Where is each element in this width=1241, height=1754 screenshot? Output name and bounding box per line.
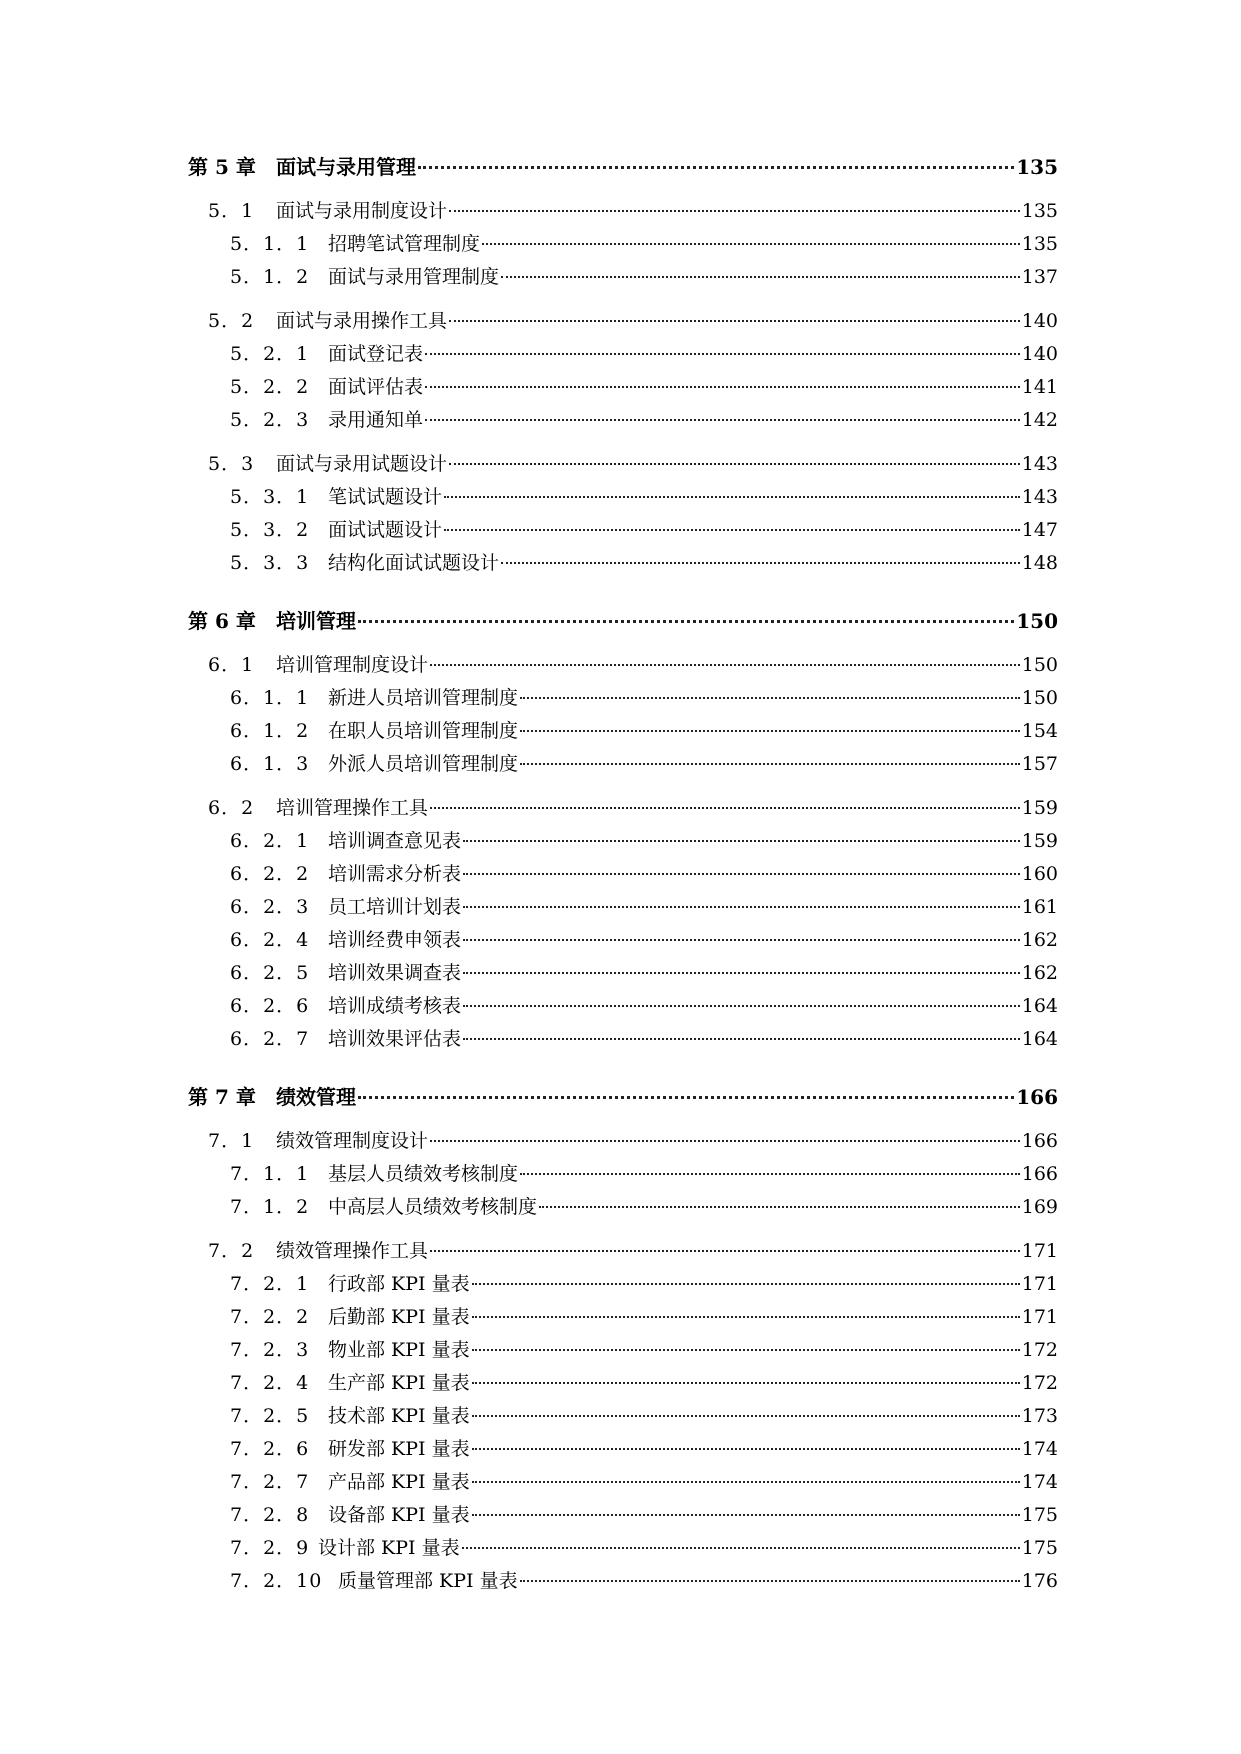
toc-dot-leader: [463, 972, 1020, 974]
toc-entry-title: 培训效果评估表: [328, 1028, 462, 1050]
toc-entry-page-number: 141: [1021, 376, 1058, 398]
toc-list: [188, 150, 1058, 1598]
toc-entry-number: 5．3．1: [230, 486, 310, 508]
toc-entry-page-number: 135: [1021, 233, 1058, 255]
toc-entry-page-number: 150: [1016, 609, 1058, 633]
toc-dot-leader: [539, 1206, 1020, 1208]
toc-dot-leader: [358, 1096, 1014, 1099]
toc-entry-number: 5．3: [208, 453, 255, 475]
toc-entry-number: 7．2．5: [230, 1405, 310, 1427]
table-of-contents: [188, 150, 1058, 1598]
toc-entry-title: 绩效管理制度设计: [276, 1130, 429, 1152]
toc-entry-page-number: 172: [1021, 1339, 1058, 1361]
toc-entry-title: 基层人员绩效考核制度: [328, 1163, 519, 1185]
toc-entry-number: 7．2．7: [230, 1471, 310, 1493]
toc-subsection-entry[interactable]: [188, 1301, 1058, 1334]
toc-entry-title: 产品部 KPI 量表: [328, 1471, 470, 1493]
toc-entry-number: 7．2．2: [230, 1306, 310, 1328]
toc-entry-title: 培训效果调查表: [328, 962, 462, 984]
toc-dot-leader: [462, 1547, 1020, 1549]
toc-subsection-entry[interactable]: [188, 1499, 1058, 1532]
toc-dot-leader: [449, 463, 1020, 465]
toc-entry-number: 6．2．4: [230, 929, 310, 951]
toc-entry-page-number: 161: [1021, 896, 1058, 918]
toc-entry-number: 7．2．3: [230, 1339, 310, 1361]
toc-entry-page-number: 157: [1021, 753, 1058, 775]
toc-dot-leader: [430, 807, 1020, 809]
toc-entry-page-number: 169: [1021, 1196, 1058, 1218]
toc-entry-page-number: 174: [1021, 1471, 1058, 1493]
toc-entry-page-number: 160: [1021, 863, 1058, 885]
toc-entry-page-number: 166: [1021, 1163, 1058, 1185]
toc-subsection-entry[interactable]: [188, 825, 1058, 858]
toc-entry-number: 7．1．2: [230, 1196, 310, 1218]
toc-dot-leader: [520, 730, 1020, 732]
toc-entry-title: 培训调查意见表: [328, 830, 462, 852]
toc-section-entry[interactable]: [188, 448, 1058, 481]
toc-subsection-entry[interactable]: [188, 1400, 1058, 1433]
toc-entry-page-number: 147: [1021, 519, 1058, 541]
toc-entry-title: 面试与录用管理: [276, 155, 416, 179]
toc-entry-page-number: 171: [1021, 1306, 1058, 1328]
toc-dot-leader: [418, 166, 1014, 169]
toc-entry-title: 技术部 KPI 量表: [328, 1405, 470, 1427]
toc-entry-number: 5．2．2: [230, 376, 310, 398]
toc-entry-title: 设计部 KPI 量表: [318, 1537, 460, 1559]
toc-dot-leader: [472, 1382, 1020, 1384]
toc-entry-page-number: 172: [1021, 1372, 1058, 1394]
toc-entry-title: 结构化面试试题设计: [328, 552, 500, 574]
toc-subsection-entry[interactable]: [188, 748, 1058, 781]
toc-dot-leader: [425, 353, 1020, 355]
toc-entry-page-number: 166: [1016, 1085, 1058, 1109]
toc-entry-page-number: 137: [1021, 266, 1058, 288]
toc-entry-page-number: 150: [1021, 654, 1058, 676]
toc-subsection-entry[interactable]: [188, 715, 1058, 748]
toc-entry-number: 5．1．2: [230, 266, 310, 288]
toc-entry-title: 培训管理: [276, 609, 356, 633]
toc-entry-number: 第 7 章: [188, 1085, 256, 1109]
toc-dot-leader: [449, 210, 1020, 212]
toc-entry-title: 生产部 KPI 量表: [328, 1372, 470, 1394]
toc-dot-leader: [472, 1448, 1020, 1450]
toc-subsection-entry[interactable]: [188, 990, 1058, 1023]
toc-entry-title: 行政部 KPI 量表: [328, 1273, 470, 1295]
toc-entry-title: 研发部 KPI 量表: [328, 1438, 470, 1460]
toc-subsection-entry[interactable]: [188, 957, 1058, 990]
toc-entry-number: 5．1: [208, 200, 255, 222]
toc-dot-leader: [463, 840, 1020, 842]
toc-entry-page-number: 135: [1021, 200, 1058, 222]
toc-entry-title: 培训管理制度设计: [276, 654, 429, 676]
toc-entry-number: 6．2．5: [230, 962, 310, 984]
toc-dot-leader: [520, 1173, 1020, 1175]
toc-entry-title: 面试与录用试题设计: [276, 453, 448, 475]
toc-dot-leader: [472, 1514, 1020, 1516]
toc-entry-title: 面试登记表: [328, 343, 424, 365]
toc-dot-leader: [463, 906, 1020, 908]
toc-dot-leader: [520, 697, 1020, 699]
toc-entry-page-number: 175: [1021, 1504, 1058, 1526]
toc-dot-leader: [444, 529, 1020, 531]
toc-section-entry[interactable]: [188, 1125, 1058, 1158]
toc-subsection-entry[interactable]: [188, 261, 1058, 294]
toc-dot-leader: [472, 1349, 1020, 1351]
toc-entry-title: 面试试题设计: [328, 519, 443, 541]
toc-dot-leader: [472, 1283, 1020, 1285]
toc-subsection-entry[interactable]: [188, 1268, 1058, 1301]
toc-dot-leader: [430, 1250, 1020, 1252]
toc-dot-leader: [430, 664, 1020, 666]
toc-dot-leader: [472, 1316, 1020, 1318]
toc-entry-title: 质量管理部 KPI 量表: [338, 1570, 518, 1592]
toc-entry-page-number: 171: [1021, 1240, 1058, 1262]
toc-dot-leader: [472, 1481, 1020, 1483]
toc-entry-title: 培训成绩考核表: [328, 995, 462, 1017]
toc-entry-number: 7．2．1: [230, 1273, 310, 1295]
toc-entry-page-number: 164: [1021, 1028, 1058, 1050]
toc-entry-page-number: 159: [1021, 797, 1058, 819]
toc-entry-number: 5．2: [208, 310, 255, 332]
toc-entry-number: 5．3．3: [230, 552, 310, 574]
toc-entry-number: 6．1．1: [230, 687, 310, 709]
toc-entry-page-number: 148: [1021, 552, 1058, 574]
toc-dot-leader: [463, 1038, 1020, 1040]
toc-subsection-entry[interactable]: [188, 924, 1058, 957]
toc-entry-title: 绩效管理: [276, 1085, 356, 1109]
toc-entry-number: 5．1．1: [230, 233, 310, 255]
toc-entry-title: 录用通知单: [328, 409, 424, 431]
toc-entry-number: 5．2．3: [230, 409, 310, 431]
toc-chapter-entry[interactable]: [188, 1080, 1058, 1114]
toc-entry-title: 面试与录用操作工具: [276, 310, 448, 332]
toc-subsection-entry[interactable]: [188, 371, 1058, 404]
toc-section-entry[interactable]: [188, 1235, 1058, 1268]
toc-entry-number: 5．3．2: [230, 519, 310, 541]
toc-entry-title: 面试与录用管理制度: [328, 266, 500, 288]
toc-entry-title: 培训经费申领表: [328, 929, 462, 951]
toc-entry-number: 5．2．1: [230, 343, 310, 365]
toc-entry-title: 招聘笔试管理制度: [328, 233, 481, 255]
toc-dot-leader: [425, 386, 1020, 388]
toc-entry-title: 新进人员培训管理制度: [328, 687, 519, 709]
toc-entry-number: 7．1: [208, 1130, 255, 1152]
toc-entry-page-number: 159: [1021, 830, 1058, 852]
toc-subsection-entry[interactable]: [188, 338, 1058, 371]
toc-section-entry[interactable]: [188, 305, 1058, 338]
toc-chapter-entry[interactable]: [188, 604, 1058, 638]
toc-dot-leader: [425, 419, 1020, 421]
toc-section-entry[interactable]: [188, 195, 1058, 228]
toc-dot-leader: [449, 320, 1020, 322]
toc-entry-title: 外派人员培训管理制度: [328, 753, 519, 775]
toc-subsection-entry[interactable]: [188, 1334, 1058, 1367]
toc-entry-number: 6．2．1: [230, 830, 310, 852]
toc-entry-number: 7．2．8: [230, 1504, 310, 1526]
toc-entry-number: 6．2．3: [230, 896, 310, 918]
toc-entry-page-number: 173: [1021, 1405, 1058, 1427]
toc-entry-page-number: 176: [1021, 1570, 1058, 1592]
toc-entry-number: 7．2: [208, 1240, 255, 1262]
toc-entry-number: 7．2．9: [230, 1537, 310, 1559]
toc-entry-page-number: 143: [1021, 486, 1058, 508]
toc-entry-number: 6．1: [208, 654, 255, 676]
toc-entry-number: 第 6 章: [188, 609, 256, 633]
toc-entry-number: 7．2．6: [230, 1438, 310, 1460]
toc-dot-leader: [463, 1005, 1020, 1007]
toc-subsection-entry[interactable]: [188, 1532, 1058, 1565]
toc-entry-number: 7．2．10: [230, 1570, 323, 1592]
toc-entry-page-number: 142: [1021, 409, 1058, 431]
toc-entry-title: 在职人员培训管理制度: [328, 720, 519, 742]
toc-entry-page-number: 143: [1021, 453, 1058, 475]
toc-entry-number: 7．2．4: [230, 1372, 310, 1394]
toc-entry-page-number: 171: [1021, 1273, 1058, 1295]
toc-dot-leader: [501, 562, 1020, 564]
toc-entry-page-number: 162: [1021, 929, 1058, 951]
toc-entry-number: 6．1．3: [230, 753, 310, 775]
toc-entry-number: 6．1．2: [230, 720, 310, 742]
toc-chapter-entry[interactable]: [188, 150, 1058, 184]
toc-entry-number: 7．1．1: [230, 1163, 310, 1185]
toc-subsection-entry[interactable]: [188, 858, 1058, 891]
toc-subsection-entry[interactable]: [188, 481, 1058, 514]
toc-subsection-entry[interactable]: [188, 547, 1058, 580]
toc-subsection-entry[interactable]: [188, 1565, 1058, 1598]
toc-entry-page-number: 175: [1021, 1537, 1058, 1559]
toc-subsection-entry[interactable]: [188, 228, 1058, 261]
toc-subsection-entry[interactable]: [188, 404, 1058, 437]
toc-section-entry[interactable]: [188, 649, 1058, 682]
toc-entry-page-number: 150: [1021, 687, 1058, 709]
toc-entry-title: 培训管理操作工具: [276, 797, 429, 819]
toc-dot-leader: [444, 496, 1020, 498]
toc-entry-page-number: 174: [1021, 1438, 1058, 1460]
toc-entry-title: 设备部 KPI 量表: [328, 1504, 470, 1526]
toc-subsection-entry[interactable]: [188, 1367, 1058, 1400]
toc-dot-leader: [520, 1580, 1020, 1582]
toc-entry-title: 笔试试题设计: [328, 486, 443, 508]
toc-dot-leader: [472, 1415, 1020, 1417]
toc-dot-leader: [520, 763, 1020, 765]
toc-subsection-entry[interactable]: [188, 682, 1058, 715]
toc-entry-title: 面试评估表: [328, 376, 424, 398]
toc-entry-title: 后勤部 KPI 量表: [328, 1306, 470, 1328]
toc-entry-page-number: 140: [1021, 310, 1058, 332]
toc-entry-page-number: 164: [1021, 995, 1058, 1017]
toc-dot-leader: [358, 620, 1014, 623]
toc-entry-title: 员工培训计划表: [328, 896, 462, 918]
toc-subsection-entry[interactable]: [188, 1023, 1058, 1056]
toc-entry-title: 培训需求分析表: [328, 863, 462, 885]
toc-subsection-entry[interactable]: [188, 1466, 1058, 1499]
toc-subsection-entry[interactable]: [188, 891, 1058, 924]
toc-subsection-entry[interactable]: [188, 1158, 1058, 1191]
toc-dot-leader: [501, 276, 1020, 278]
toc-entry-page-number: 154: [1021, 720, 1058, 742]
toc-entry-page-number: 140: [1021, 343, 1058, 365]
toc-entry-title: 面试与录用制度设计: [276, 200, 448, 222]
toc-dot-leader: [430, 1140, 1020, 1142]
toc-entry-title: 中高层人员绩效考核制度: [328, 1196, 538, 1218]
toc-dot-leader: [463, 939, 1020, 941]
toc-subsection-entry[interactable]: [188, 1191, 1058, 1224]
toc-section-entry[interactable]: [188, 792, 1058, 825]
toc-dot-leader: [463, 873, 1020, 875]
toc-entry-title: 物业部 KPI 量表: [328, 1339, 470, 1361]
toc-entry-page-number: 162: [1021, 962, 1058, 984]
toc-entry-number: 6．2．2: [230, 863, 310, 885]
toc-entry-number: 6．2: [208, 797, 255, 819]
toc-entry-title: 绩效管理操作工具: [276, 1240, 429, 1262]
toc-entry-number: 第 5 章: [188, 155, 256, 179]
toc-dot-leader: [482, 243, 1020, 245]
toc-entry-page-number: 166: [1021, 1130, 1058, 1152]
toc-entry-number: 6．2．7: [230, 1028, 310, 1050]
toc-subsection-entry[interactable]: [188, 1433, 1058, 1466]
toc-entry-number: 6．2．6: [230, 995, 310, 1017]
toc-subsection-entry[interactable]: [188, 514, 1058, 547]
toc-entry-page-number: 135: [1016, 155, 1058, 179]
